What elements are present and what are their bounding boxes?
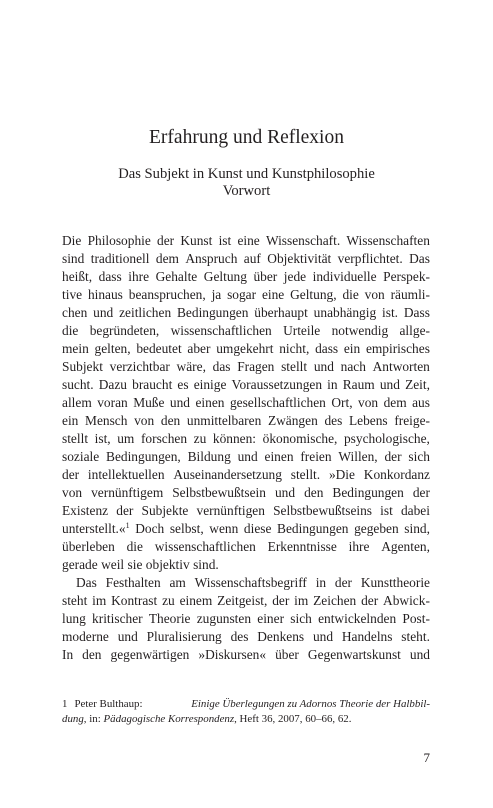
word: der: [157, 233, 175, 248]
word: es: [177, 377, 189, 392]
text-line: [62, 358, 430, 376]
text-line: [62, 484, 430, 502]
word: lung: [62, 611, 86, 626]
word: chen: [62, 305, 88, 320]
page-title: Erfahrung und Reflexion: [149, 127, 344, 148]
word: weil: [101, 557, 125, 572]
section-heading: Vorwort: [222, 183, 271, 199]
word: der: [384, 449, 402, 464]
word: die: [62, 323, 79, 338]
word: einen: [264, 449, 294, 464]
word: gegenwärtigen: [110, 647, 190, 662]
word: individuelle: [312, 269, 377, 284]
word: objektiv: [145, 557, 190, 572]
word: zugunsten: [196, 611, 252, 626]
word: Wissenschaften: [346, 233, 430, 248]
word: Erkenntnisse: [267, 539, 337, 554]
word: Selbstbewußtseins: [273, 503, 373, 518]
word: verpflichtet.: [337, 251, 403, 266]
text-line: [62, 610, 430, 628]
word: entwickelnden: [318, 611, 397, 626]
text-line: [62, 304, 430, 322]
word: überleben: [62, 539, 115, 554]
word: diese: [243, 521, 272, 536]
word: beanspruchen,: [128, 287, 206, 302]
word: dem: [383, 395, 407, 410]
word: und: [274, 485, 296, 500]
word: Voraussetzungen: [231, 377, 323, 392]
word: Dazu: [98, 377, 128, 392]
word: ist,: [94, 431, 111, 446]
word: Wissenschaft.: [265, 233, 341, 248]
word: Muße: [133, 395, 165, 410]
word: Subjekte: [141, 503, 189, 518]
word: hinaus: [87, 287, 123, 302]
word: können:: [212, 431, 257, 446]
word: und: [312, 629, 334, 644]
text-line: [62, 556, 430, 574]
word: im: [92, 593, 107, 608]
word: verzichtbar: [109, 359, 170, 374]
word: »Die: [328, 467, 355, 482]
text-line: [62, 448, 430, 466]
word: nicht,: [279, 341, 310, 356]
word: Kunst: [180, 233, 213, 248]
text-line: [62, 646, 430, 664]
word: von: [364, 287, 385, 302]
word: Antworten: [372, 359, 430, 374]
word: gegeben: [354, 521, 399, 536]
word: einen: [195, 395, 225, 410]
word: wäre,: [176, 359, 206, 374]
page-subtitle: Das Subjekt in Kunst und Kunstphilosophie: [118, 166, 375, 182]
word: Zwängen: [267, 413, 318, 428]
word: In: [62, 647, 74, 662]
footnote-author: Peter Bulthaup:: [74, 698, 143, 710]
footnote: [62, 697, 430, 727]
word: Wissenschaftsbegriff: [194, 575, 307, 590]
word: Doch: [135, 521, 165, 536]
word: Urteile: [283, 323, 321, 338]
word: Objektivität: [267, 251, 332, 266]
text-line: [62, 430, 430, 448]
word: in: [327, 377, 338, 392]
word: ökonomische,: [262, 431, 338, 446]
text-line: [62, 538, 430, 556]
word: Dass: [403, 305, 430, 320]
word: Auseinandersetzung: [173, 467, 282, 482]
word: zu: [162, 593, 175, 608]
word: mein: [62, 341, 89, 356]
word: Bedingungen: [177, 305, 249, 320]
word: Bedingungen: [332, 485, 404, 500]
word: forschen: [140, 431, 188, 446]
word: stellt: [281, 359, 308, 374]
text-line: [62, 340, 430, 358]
word: ist: [380, 503, 393, 518]
word: psychologische,: [343, 431, 430, 446]
word: dass: [98, 269, 122, 284]
word: der: [412, 485, 430, 500]
footnote-number: 1: [62, 698, 68, 710]
text-line: [62, 412, 430, 430]
word: Geltung,: [290, 287, 337, 302]
word: einige: [193, 377, 227, 392]
word: im: [294, 593, 309, 608]
word: über: [253, 269, 278, 284]
word: und: [117, 629, 138, 644]
word: Abwick-: [383, 593, 430, 608]
word: Mensch: [85, 413, 128, 428]
word: wissenschaftlichen: [170, 323, 272, 338]
word: Agenten,: [381, 539, 430, 554]
word: von: [358, 395, 379, 410]
word: Das: [409, 251, 430, 266]
word: wenn: [209, 521, 239, 536]
word: heißt,: [62, 269, 93, 284]
word: auf: [243, 251, 261, 266]
footnote-details: , Heft 36, 2007, 60–66, 62.: [234, 713, 352, 725]
word: sie: [127, 557, 143, 572]
word: Denkens: [257, 629, 305, 644]
text-line: [62, 286, 430, 304]
word: vernünftigen: [196, 503, 265, 518]
footnote-journal: Pädagogische Korrespondenz: [103, 713, 235, 725]
text-line: [62, 268, 430, 286]
word: dass: [315, 341, 339, 356]
word: einer: [257, 611, 285, 626]
word: die: [126, 539, 143, 554]
footnote-title-end: dung: [62, 713, 84, 725]
word: des: [324, 413, 343, 428]
footnote-line: [62, 712, 430, 727]
word: über: [275, 647, 299, 662]
word: Lebens: [348, 413, 388, 428]
word: und: [313, 359, 334, 374]
word: freien: [300, 449, 332, 464]
word: bedeutet: [136, 341, 182, 356]
word: umgekehrt: [216, 341, 274, 356]
word: aber: [187, 341, 211, 356]
word: Willen,: [338, 449, 378, 464]
word: Konkordanz: [363, 467, 430, 482]
word: Selbstbewußtsein: [172, 485, 266, 500]
word: braucht: [132, 377, 173, 392]
word: unterstellt.«$^1$: [62, 521, 130, 536]
word: Kontrast: [111, 593, 158, 608]
word: Das: [76, 575, 97, 590]
word: unmittelbaren: [186, 413, 262, 428]
word: und: [169, 395, 190, 410]
footnote-line: [62, 697, 430, 712]
word: Ort,: [331, 395, 353, 410]
word: allge-: [399, 323, 430, 338]
word: zu: [193, 431, 207, 446]
word: die: [342, 287, 359, 302]
word: Subjekt: [62, 359, 103, 374]
text-line: [62, 322, 430, 340]
word: und: [237, 449, 258, 464]
word: um: [117, 431, 135, 446]
word: dem: [155, 251, 179, 266]
word: den: [82, 647, 102, 662]
word: das: [212, 359, 231, 374]
word: sind.: [193, 557, 219, 572]
word: Post-: [402, 611, 430, 626]
word: gelten,: [94, 341, 131, 356]
word: tive: [62, 287, 83, 302]
word: ein: [62, 413, 79, 428]
text-line: [62, 466, 430, 484]
word: Gehalte: [155, 269, 198, 284]
word: Fragen: [237, 359, 275, 374]
footnote-reference[interactable]: 1: [125, 521, 130, 530]
word: selbst,: [169, 521, 204, 536]
word: gerade: [62, 557, 98, 572]
word: und: [409, 647, 430, 662]
word: stellt.: [290, 467, 321, 482]
word: traditionell: [90, 251, 150, 266]
word: sind,: [404, 521, 430, 536]
word: sind: [62, 251, 85, 266]
word: vernünftigem: [91, 485, 164, 500]
word: stellt: [62, 431, 89, 446]
word: der: [334, 575, 353, 590]
word: Perspek-: [383, 269, 430, 284]
word: soziale: [62, 449, 100, 464]
footnote-title: Einige Überlegungen zu Adornos Theorie der Halbbil-: [191, 698, 430, 710]
word: einem: [179, 593, 213, 608]
page-number: 7: [423, 750, 430, 765]
word: den: [304, 485, 324, 500]
word: sich: [290, 611, 312, 626]
footnote-in: , in:: [83, 713, 101, 725]
word: den: [160, 413, 181, 428]
word: sogar: [227, 287, 257, 302]
word: ihre: [128, 269, 150, 284]
word: begründeten,: [89, 323, 160, 338]
text-line: [62, 502, 430, 520]
word: am: [169, 575, 186, 590]
word: Pluralisierung: [146, 629, 222, 644]
word: kritischer: [92, 611, 143, 626]
word: in: [315, 575, 327, 590]
word: steht: [62, 593, 88, 608]
word: voran: [97, 395, 128, 410]
word: eine: [261, 287, 285, 302]
word: sich: [408, 449, 430, 464]
word: eine: [237, 233, 260, 248]
text-line: [62, 232, 430, 250]
text-line: [62, 394, 430, 412]
word: ist.: [382, 305, 399, 320]
word: und: [379, 377, 400, 392]
word: ihre: [348, 539, 370, 554]
word: Zeit,: [405, 377, 430, 392]
word: Zeitgeist,: [217, 593, 268, 608]
word: aus: [412, 395, 430, 410]
word: empirisches: [365, 341, 430, 356]
word: Bildung: [187, 449, 231, 464]
word: Anspruch: [185, 251, 238, 266]
word: moderne: [62, 629, 109, 644]
word: von: [134, 413, 155, 428]
text-line: [62, 628, 430, 646]
word: Geltung: [203, 269, 247, 284]
word: Kunsttheorie: [360, 575, 430, 590]
word: ja: [211, 287, 222, 302]
word: der: [272, 593, 290, 608]
word: Existenz: [62, 503, 109, 518]
word: Bedingungen: [277, 521, 349, 536]
word: wissenschaftlichen: [154, 539, 256, 554]
word: unabhängig: [313, 305, 377, 320]
word: freige-: [394, 413, 430, 428]
word: Zeichen: [313, 593, 357, 608]
word: zeitlichen: [119, 305, 172, 320]
word: intellektuellen: [87, 467, 165, 482]
word: der: [62, 467, 80, 482]
word: nach: [340, 359, 366, 374]
word: Philosophie: [87, 233, 151, 248]
word: dabei: [400, 503, 430, 518]
word: Festhalten: [105, 575, 161, 590]
word: Die: [62, 233, 82, 248]
word: der: [116, 503, 134, 518]
word: der: [361, 593, 379, 608]
word: Theorie: [148, 611, 191, 626]
text-line: [62, 574, 430, 592]
word: ein: [343, 341, 361, 356]
word: allem: [62, 395, 92, 410]
subtitle-block: [0, 166, 493, 200]
word: Handelns: [341, 629, 393, 644]
word: und: [93, 305, 114, 320]
word: ist: [218, 233, 232, 248]
word: »Diskursen«: [198, 647, 267, 662]
word: Bedingungen,: [106, 449, 181, 464]
word: Gegenwartskunst: [307, 647, 401, 662]
word: jede: [283, 269, 307, 284]
word: räumli-: [390, 287, 430, 302]
word: notwendig: [331, 323, 389, 338]
word: von: [62, 485, 83, 500]
word: überhaupt: [254, 305, 308, 320]
word: Raum: [342, 377, 375, 392]
text-line: [62, 250, 430, 268]
text-line: [62, 376, 430, 394]
text-line: [62, 520, 430, 538]
word: des: [230, 629, 249, 644]
word: gesellschaftlichen: [229, 395, 326, 410]
text-line: [62, 592, 430, 610]
word: steht.: [401, 629, 430, 644]
word: sucht.: [62, 377, 94, 392]
body-text: [62, 232, 430, 664]
